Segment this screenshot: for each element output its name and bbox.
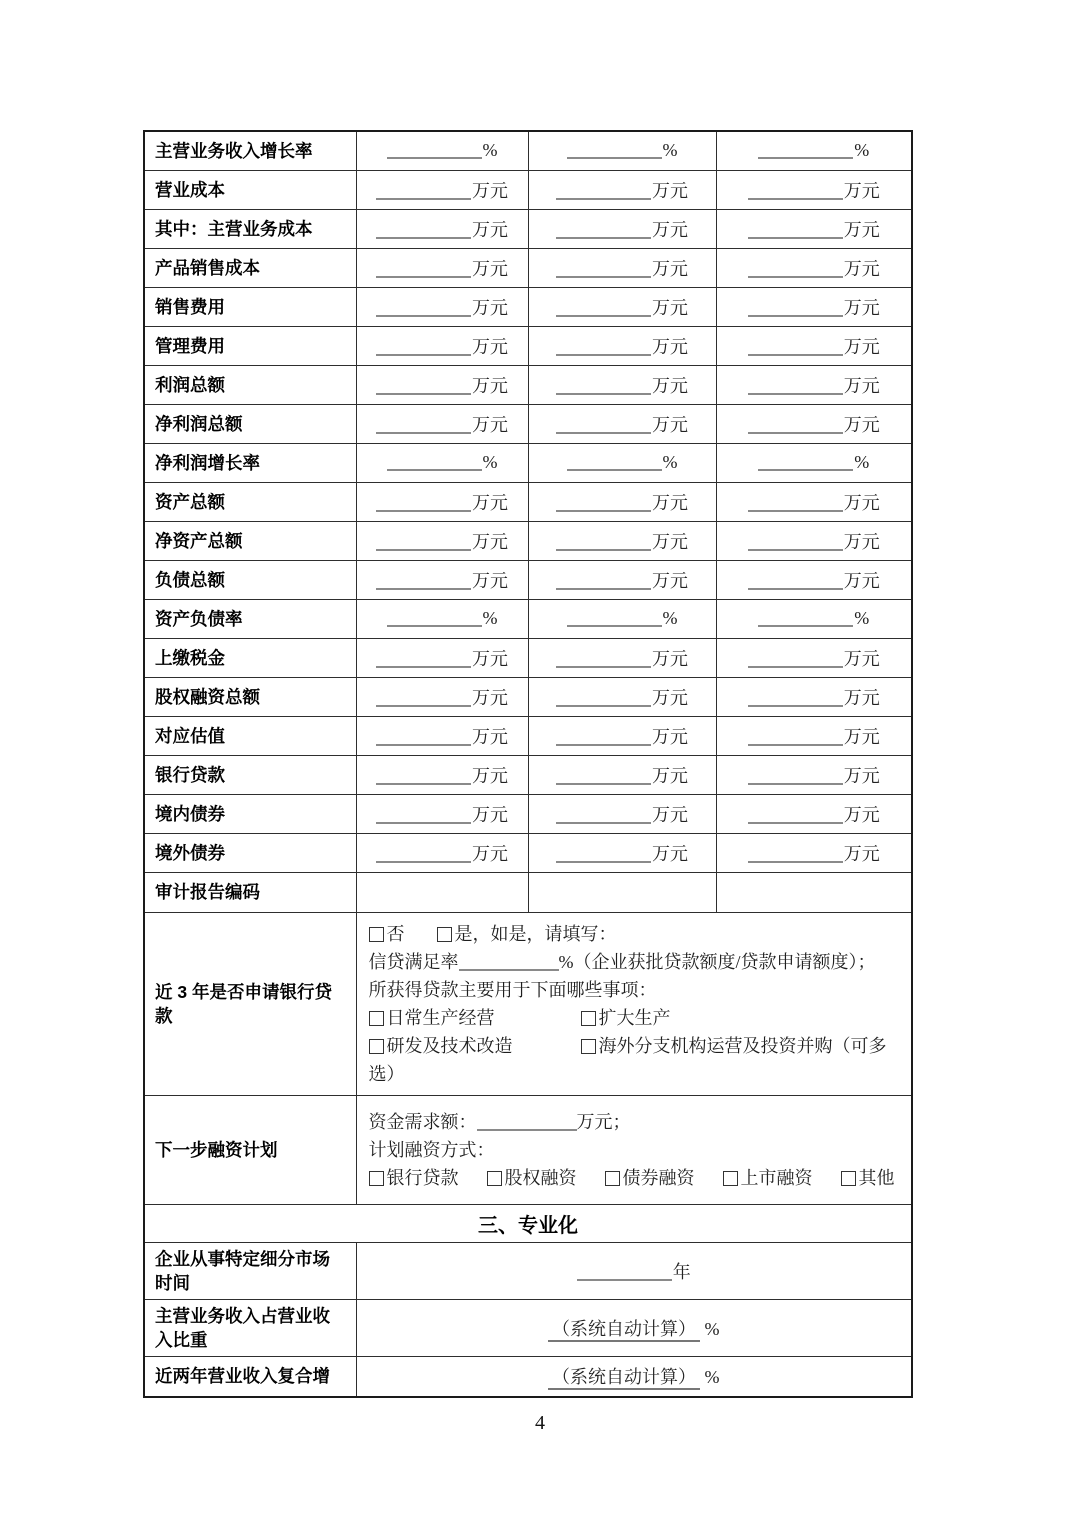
value-blank[interactable] [748, 693, 843, 707]
value-cell-year2 [528, 482, 716, 521]
unit-label: 万元 [652, 219, 688, 240]
checkbox-icon [369, 1171, 384, 1186]
row-label: 境外债券 [144, 833, 356, 872]
row-label: 净利润增长率 [144, 443, 356, 482]
unit-label: 万元 [843, 336, 880, 357]
checkbox-overseas-ops-ma[interactable] [581, 1036, 833, 1056]
value-blank[interactable] [556, 420, 651, 434]
value-cell-year3 [716, 365, 912, 404]
value-blank[interactable] [748, 498, 843, 512]
value-blank[interactable] [556, 849, 651, 863]
unit-label: 万元 [843, 180, 880, 201]
value-blank[interactable] [748, 771, 843, 785]
value-cell-year1 [356, 677, 528, 716]
row-label: 其中：主营业务成本 [144, 209, 356, 248]
value-cell-year3 [716, 287, 912, 326]
row-label: 银行贷款 [144, 755, 356, 794]
unit-label: 万元 [472, 219, 508, 240]
unit-label: 万元 [472, 531, 508, 552]
unit-label: 万元 [652, 765, 688, 786]
value-cell-year2 [528, 443, 716, 482]
value-cell-year3 [716, 794, 912, 833]
row-label: 资产负债率 [144, 599, 356, 638]
page-number: 4 [535, 1412, 545, 1434]
credit-rate-prefix: 信贷满足率 [368, 951, 459, 972]
row-label-financing-plan: 下一步融资计划 [144, 1095, 356, 1204]
unit-label: 万元 [472, 258, 508, 279]
unit-label: 万元 [843, 570, 880, 591]
value-cell-year3 [716, 755, 912, 794]
table-row-financial-metric [144, 170, 912, 209]
value-cell-year2 [528, 560, 716, 599]
unit-label: 万元 [652, 297, 688, 318]
credit-rate-suffix: %（企业获批贷款额度/贷款申请额度）； [558, 951, 876, 972]
table-row-financial-metric [144, 131, 912, 170]
value-blank[interactable] [748, 303, 843, 317]
loan-usage-line-1 [369, 1004, 900, 1032]
bank-loan-question-cell [356, 912, 912, 1095]
value-blank[interactable] [748, 732, 843, 746]
unit-label: 万元 [472, 570, 508, 591]
value-blank[interactable] [748, 381, 843, 395]
value-cell-year1 [356, 443, 528, 482]
checkbox-bank-loan-label: 银行贷款 [386, 1167, 459, 1188]
auto-calculated-value: （系统自动计算） [548, 1367, 700, 1390]
unit-label: 万元 [472, 414, 508, 435]
value-blank[interactable] [758, 613, 853, 627]
value-blank[interactable] [748, 537, 843, 551]
unit-label: 万元 [843, 531, 880, 552]
checkbox-bank-loan[interactable] [369, 1168, 459, 1188]
value-blank[interactable] [376, 576, 471, 590]
unit-label: 万元 [652, 414, 688, 435]
unit-label: 万元 [472, 726, 508, 747]
value-cell-year1 [356, 482, 528, 521]
checkbox-icon [605, 1171, 620, 1186]
checkbox-daily-operation-label: 日常生产经营 [386, 1007, 495, 1028]
unit-label: 万元 [652, 804, 688, 825]
checkbox-equity-financing[interactable] [487, 1168, 577, 1188]
checkbox-expand-production-label: 扩大生产 [598, 1007, 671, 1028]
row-label: 上缴税金 [144, 638, 356, 677]
unit-label: % [854, 452, 870, 472]
checkbox-icon [487, 1171, 502, 1186]
value-blank[interactable] [556, 732, 651, 746]
checkbox-other-financing-label: 其他 [858, 1167, 895, 1188]
row-label: 净利润总额 [144, 404, 356, 443]
value-cell-year2 [528, 716, 716, 755]
funding-amount-blank[interactable] [477, 1117, 577, 1131]
table-row-audit-code [144, 872, 912, 912]
revenue-cagr-cell [356, 1356, 912, 1397]
value-blank[interactable] [556, 654, 651, 668]
value-blank[interactable] [556, 771, 651, 785]
unit-label: % [854, 608, 870, 628]
value-cell-year3 [716, 248, 912, 287]
value-cell-year1 [356, 521, 528, 560]
value-blank[interactable] [376, 810, 471, 824]
unit-label: 万元 [652, 570, 688, 591]
value-cell-year1 [356, 560, 528, 599]
value-cell-year2 [528, 794, 716, 833]
value-blank[interactable] [567, 457, 662, 471]
value-blank[interactable] [376, 849, 471, 863]
table-row-financial-metric [144, 248, 912, 287]
audit-code-cell-year3[interactable] [716, 872, 912, 912]
row-label: 资产总额 [144, 482, 356, 521]
funding-amount-line [369, 1108, 900, 1136]
unit-label: 万元 [472, 297, 508, 318]
value-cell-year2 [528, 209, 716, 248]
value-cell-year2 [528, 131, 716, 170]
row-label-market-segment-time: 企业从事特定细分市场时间 [144, 1242, 356, 1299]
value-blank[interactable] [556, 810, 651, 824]
value-cell-year3 [716, 560, 912, 599]
table-row-section-header [144, 1204, 912, 1242]
checkbox-daily-operation[interactable] [369, 1004, 581, 1032]
value-blank[interactable] [748, 264, 843, 278]
unit-label: 万元 [472, 375, 508, 396]
value-cell-year1 [356, 170, 528, 209]
value-cell-year2 [528, 404, 716, 443]
unit-label: % [662, 608, 678, 628]
value-cell-year2 [528, 170, 716, 209]
credit-satisfaction-line [369, 948, 900, 976]
value-blank[interactable] [376, 732, 471, 746]
unit-label: 万元 [843, 843, 880, 864]
year-unit-label: 年 [672, 1261, 691, 1282]
value-cell-year1 [356, 248, 528, 287]
value-cell-year3 [716, 599, 912, 638]
unit-label: 万元 [843, 492, 880, 513]
value-blank[interactable] [758, 457, 853, 471]
unit-label: 万元 [472, 336, 508, 357]
checkbox-icon [369, 1011, 384, 1026]
checkbox-icon [581, 1011, 596, 1026]
checkbox-icon [581, 1039, 596, 1054]
unit-label: % [662, 140, 678, 161]
multi-select-note: （可多选） [368, 1035, 887, 1084]
value-blank[interactable] [376, 654, 471, 668]
row-label: 股权融资总额 [144, 677, 356, 716]
table-row-financial-metric [144, 404, 912, 443]
financing-method-intro: 计划融资方式： [368, 1139, 495, 1160]
value-cell-year2 [528, 287, 716, 326]
value-cell-year1 [356, 365, 528, 404]
checkbox-yes-label: 是 [454, 923, 473, 944]
value-cell-year3 [716, 170, 912, 209]
row-label-audit-code: 审计报告编码 [144, 872, 356, 912]
unit-label: 万元 [472, 180, 508, 201]
financing-plan-cell [356, 1095, 912, 1204]
loan-usage-line-2 [369, 1032, 900, 1088]
value-blank[interactable] [556, 303, 651, 317]
unit-label: 万元 [843, 375, 880, 396]
row-label: 利润总额 [144, 365, 356, 404]
unit-label: 万元 [652, 726, 688, 747]
unit-label: % [662, 452, 678, 472]
auto-calculated-value: （系统自动计算） [548, 1319, 700, 1342]
unit-label: % [482, 140, 498, 161]
value-blank[interactable] [748, 810, 843, 824]
checkbox-icon [437, 927, 452, 942]
value-blank[interactable] [376, 381, 471, 395]
table-row-main-revenue-ratio [144, 1299, 912, 1356]
unit-label: 万元 [472, 492, 508, 513]
table-row-financial-metric [144, 482, 912, 521]
row-label: 主营业务收入增长率 [144, 131, 356, 170]
value-cell-year3 [716, 443, 912, 482]
unit-label: 万元 [652, 687, 688, 708]
checkbox-no-label: 否 [386, 923, 405, 944]
value-blank[interactable] [748, 849, 843, 863]
value-blank[interactable] [376, 225, 471, 239]
row-label-revenue-cagr: 近两年营业收入复合增 [144, 1356, 356, 1397]
value-cell-year3 [716, 716, 912, 755]
unit-label: % [482, 452, 498, 472]
funding-amount-suffix: 万元； [576, 1111, 631, 1132]
value-blank[interactable] [748, 225, 843, 239]
value-cell-year1 [356, 287, 528, 326]
row-label: 对应估值 [144, 716, 356, 755]
checkbox-equity-financing-label: 股权融资 [504, 1167, 577, 1188]
unit-label: 万元 [652, 492, 688, 513]
value-cell-year1 [356, 755, 528, 794]
value-cell-year2 [528, 833, 716, 872]
table-row-revenue-cagr [144, 1356, 912, 1397]
value-blank[interactable] [376, 303, 471, 317]
value-blank[interactable] [556, 537, 651, 551]
value-blank[interactable] [567, 613, 662, 627]
table-row-financial-metric [144, 287, 912, 326]
value-cell-year1 [356, 326, 528, 365]
unit-label: 万元 [843, 804, 880, 825]
row-label: 净资产总额 [144, 521, 356, 560]
row-label: 境内债券 [144, 794, 356, 833]
value-cell-year2 [528, 248, 716, 287]
unit-label: 万元 [472, 765, 508, 786]
value-cell-year1 [356, 404, 528, 443]
value-cell-year3 [716, 404, 912, 443]
value-blank[interactable] [376, 771, 471, 785]
checkbox-no[interactable] [369, 924, 405, 944]
financial-form-table [143, 130, 913, 1398]
unit-label: 万元 [652, 336, 688, 357]
financial-rows-section [144, 131, 912, 872]
value-cell-year2 [528, 755, 716, 794]
loan-yes-no-line [369, 920, 900, 948]
value-cell-year2 [528, 521, 716, 560]
value-cell-year1 [356, 638, 528, 677]
row-label: 销售费用 [144, 287, 356, 326]
unit-label: 万元 [843, 414, 880, 435]
value-blank[interactable] [387, 145, 482, 159]
checkbox-ipo-financing-label: 上市融资 [740, 1167, 813, 1188]
table-row-financial-metric [144, 599, 912, 638]
value-blank[interactable] [376, 264, 471, 278]
table-row-financial-metric [144, 365, 912, 404]
audit-code-cell-year2[interactable] [528, 872, 716, 912]
checkbox-icon [369, 927, 384, 942]
value-blank[interactable] [748, 576, 843, 590]
table-row-financial-metric [144, 560, 912, 599]
table-row-bank-loan-question [144, 912, 912, 1095]
value-cell-year3 [716, 209, 912, 248]
financing-options-line [369, 1164, 900, 1192]
checkbox-expand-production[interactable] [581, 1008, 671, 1028]
unit-label: 万元 [652, 531, 688, 552]
value-cell-year1 [356, 131, 528, 170]
row-label: 负债总额 [144, 560, 356, 599]
value-blank[interactable] [748, 420, 843, 434]
value-blank[interactable] [556, 225, 651, 239]
value-blank[interactable] [748, 186, 843, 200]
value-cell-year1 [356, 833, 528, 872]
table-row-market-segment-time [144, 1242, 912, 1299]
row-label-bank-loan-question: 近 3 年是否申请银行贷款 [144, 912, 356, 1095]
checkbox-yes[interactable] [437, 924, 473, 944]
value-blank[interactable] [556, 381, 651, 395]
checkbox-ipo-financing[interactable] [723, 1168, 813, 1188]
unit-label: 万元 [652, 843, 688, 864]
value-cell-year2 [528, 326, 716, 365]
value-blank[interactable] [758, 145, 853, 159]
audit-code-cell-year1[interactable] [356, 872, 528, 912]
unit-label: 万元 [843, 726, 880, 747]
unit-label: 万元 [472, 804, 508, 825]
table-row-financial-metric [144, 794, 912, 833]
unit-label: 万元 [843, 765, 880, 786]
value-cell-year3 [716, 482, 912, 521]
value-cell-year3 [716, 677, 912, 716]
value-cell-year1 [356, 794, 528, 833]
value-blank[interactable] [376, 537, 471, 551]
value-blank[interactable] [556, 576, 651, 590]
value-blank[interactable] [387, 613, 482, 627]
unit-label: 万元 [843, 687, 880, 708]
table-row-financial-metric [144, 833, 912, 872]
value-blank[interactable] [376, 498, 471, 512]
value-blank[interactable] [556, 693, 651, 707]
section-title: 三、专业化 [144, 1204, 912, 1242]
checkbox-other-financing[interactable] [841, 1168, 895, 1188]
main-revenue-ratio-cell [356, 1299, 912, 1356]
value-blank[interactable] [556, 342, 651, 356]
row-label: 产品销售成本 [144, 248, 356, 287]
checkbox-icon [723, 1171, 738, 1186]
table-row-financial-metric [144, 638, 912, 677]
value-blank[interactable] [556, 498, 651, 512]
unit-label: 万元 [843, 219, 880, 240]
value-cell-year1 [356, 209, 528, 248]
table-row-financial-metric [144, 443, 912, 482]
value-cell-year2 [528, 599, 716, 638]
percent-unit-label: % [704, 1318, 720, 1339]
table-row-financing-plan [144, 1095, 912, 1204]
value-cell-year1 [356, 599, 528, 638]
value-cell-year3 [716, 833, 912, 872]
value-blank[interactable] [387, 457, 482, 471]
unit-label: 万元 [843, 297, 880, 318]
value-blank[interactable] [748, 654, 843, 668]
checkbox-bond-financing[interactable] [605, 1168, 695, 1188]
value-cell-year2 [528, 638, 716, 677]
unit-label: 万元 [472, 648, 508, 669]
table-row-financial-metric [144, 209, 912, 248]
checkbox-rd-tech-upgrade[interactable] [369, 1032, 581, 1060]
checkbox-bond-financing-label: 债券融资 [622, 1167, 695, 1188]
unit-label: 万元 [652, 375, 688, 396]
checkbox-icon [841, 1171, 856, 1186]
unit-label: 万元 [652, 258, 688, 279]
funding-amount-prefix: 资金需求额： [368, 1111, 477, 1132]
value-blank[interactable] [376, 693, 471, 707]
market-years-blank[interactable] [577, 1267, 672, 1281]
table-row-financial-metric [144, 521, 912, 560]
unit-label: 万元 [652, 180, 688, 201]
value-blank[interactable] [748, 342, 843, 356]
row-label-main-revenue-ratio: 主营业务收入占营业收入比重 [144, 1299, 356, 1356]
table-row-financial-metric [144, 755, 912, 794]
value-blank[interactable] [567, 145, 662, 159]
value-cell-year3 [716, 638, 912, 677]
row-label: 管理费用 [144, 326, 356, 365]
unit-label: 万元 [843, 648, 880, 669]
unit-label: 万元 [843, 258, 880, 279]
checkbox-rd-tech-upgrade-label: 研发及技术改造 [386, 1035, 513, 1056]
unit-label: % [854, 140, 870, 161]
value-cell-year3 [716, 521, 912, 560]
value-cell-year3 [716, 131, 912, 170]
value-blank[interactable] [376, 342, 471, 356]
value-blank[interactable] [376, 420, 471, 434]
unit-label: 万元 [652, 648, 688, 669]
value-cell-year3 [716, 326, 912, 365]
percent-unit-label: % [704, 1367, 720, 1388]
value-cell-year2 [528, 677, 716, 716]
loan-usage-intro: 所获得贷款主要用于下面哪些事项： [368, 979, 657, 1000]
row-label: 营业成本 [144, 170, 356, 209]
unit-label: % [482, 608, 498, 628]
checkbox-icon [369, 1039, 384, 1054]
unit-label: 万元 [472, 687, 508, 708]
value-blank[interactable] [556, 264, 651, 278]
unit-label: 万元 [472, 843, 508, 864]
value-cell-year1 [356, 716, 528, 755]
value-cell-year2 [528, 365, 716, 404]
checkbox-overseas-ops-ma-label: 海外分支机构运营及投资并购 [598, 1035, 833, 1056]
yes-note-text: ，如是，请填写： [472, 923, 617, 944]
table-row-financial-metric [144, 677, 912, 716]
value-blank[interactable] [556, 186, 651, 200]
credit-rate-blank[interactable] [459, 957, 559, 971]
table-row-financial-metric [144, 716, 912, 755]
value-blank[interactable] [376, 186, 471, 200]
market-segment-time-cell [356, 1242, 912, 1299]
form-lower-section [144, 872, 912, 1397]
table-row-financial-metric [144, 326, 912, 365]
